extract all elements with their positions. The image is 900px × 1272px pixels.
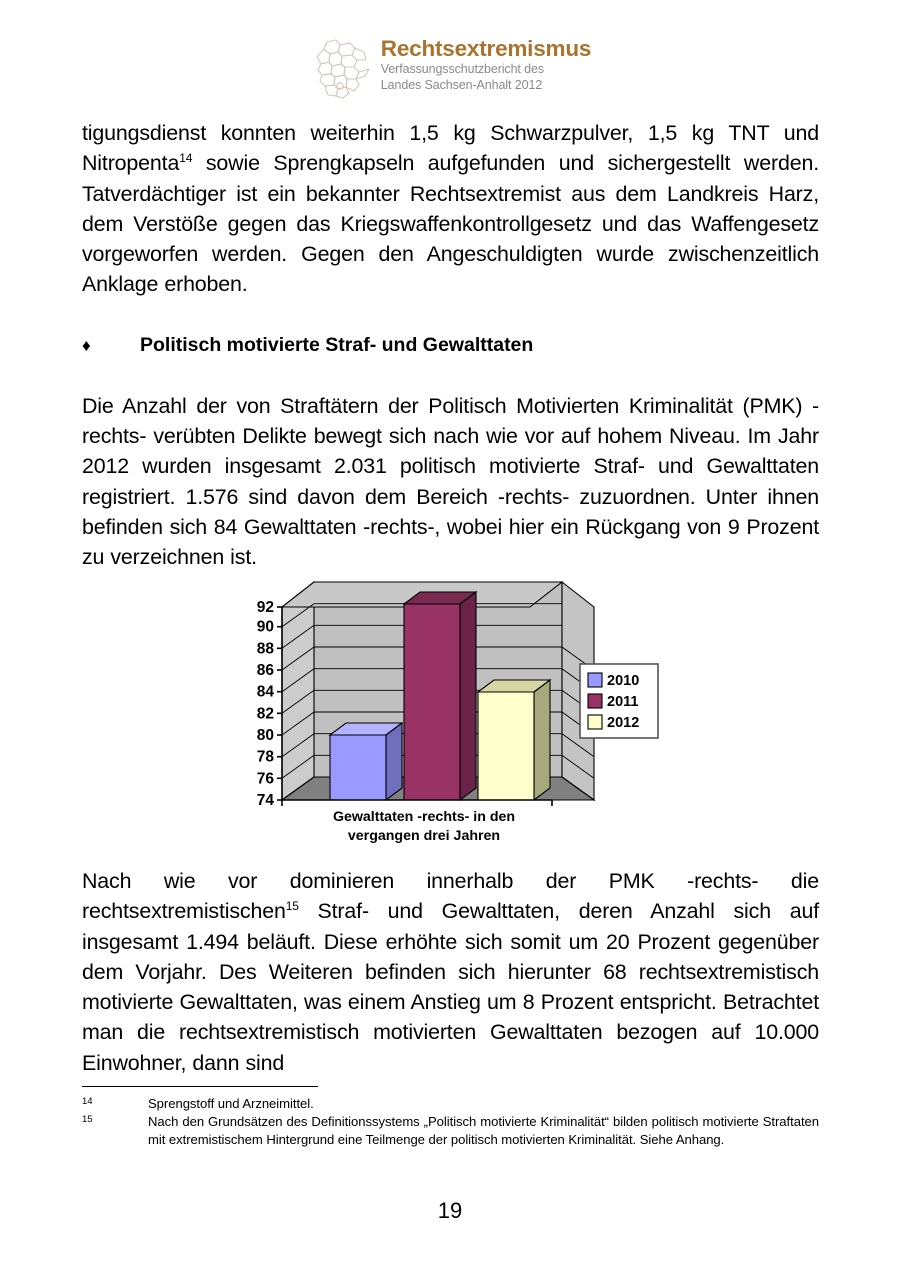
- paragraph3-rest: Straf- und Gewalttaten, deren Anzahl sich auf insgesamt 1.494 beläuft. Diese erhöhte sich somit um 20 Prozent gegenüber dem Vorjahr. Des Weiteren befinden sich hierunter 68 rechtsextremistisch motivierte Gewalttaten, was einem Anstieg um 8 Prozent entspricht. Betrachtet man die rechtsextremistisch motivierten Gewalttaten bezogen auf 10.000 Einwohner, dann sind: [82, 899, 819, 1075]
- footnote-text: Sprengstoff und Arzneimittel.: [148, 1096, 314, 1111]
- legend-label-2011: 2011: [607, 694, 639, 710]
- y-tick-label-86: 86: [256, 662, 274, 679]
- bar-2012-front: [478, 692, 534, 800]
- bar-2012-side: [534, 680, 550, 800]
- y-tick-label-92: 92: [256, 599, 274, 616]
- chart-caption-line1: Gewalttaten -rechts- in den: [332, 809, 516, 825]
- footnote-item: [82, 1095, 819, 1112]
- section-heading-label: Politisch motivierte Straf- und Gewalttaten: [140, 333, 534, 356]
- footnote-item: [82, 1113, 819, 1148]
- paragraph3-text: Nach wie vor dominieren innerhalb der PMK -rechts- die rechtsextremistischen: [82, 869, 819, 924]
- y-tick-label-76: 76: [256, 770, 274, 788]
- bar-2011: [404, 592, 476, 800]
- footnote-area: [82, 1086, 819, 1149]
- sachsen-anhalt-map-logo: [309, 36, 375, 102]
- chart-caption: [294, 808, 554, 846]
- legend-label-2010: 2010: [607, 673, 640, 689]
- footnote-marker-15[interactable]: 15: [285, 899, 299, 914]
- report-subtitle-line1: Verfassungsschutzbericht des: [380, 61, 545, 76]
- footnote-number: 14: [82, 1096, 93, 1107]
- bar-2011-side: [460, 592, 476, 800]
- report-subtitle-line2: Landes Sachsen-Anhalt 2012: [380, 77, 543, 92]
- chart-legend: [580, 664, 658, 738]
- legend-label-2012: 2012: [607, 715, 640, 731]
- y-tick-label-88: 88: [256, 640, 274, 658]
- footnote-text: Nach den Grundsätzen des Definitionssystems „Politisch motivierte Kriminalität“ bilden politisch motivierte Straftaten mit extremistischem Hintergrund eine Teilmenge der politisch motivierten Kriminalität. Siehe Anhang.: [148, 1114, 819, 1147]
- y-axis: [257, 599, 282, 809]
- gewalttaten-rechts-bar-chart: [252, 572, 672, 845]
- legend-swatch-2011: [588, 694, 602, 708]
- paragraph-pmk-statistics: Die Anzahl der von Straftätern der Politisch Motivierten Kriminalität (PMK) -rechts- verübten Delikte bewegt sich nach wie vor auf hohem Niveau. Im Jahr 2012 wurden insgesamt 2.031 politisch motivierte Straf- und Gewalttaten registriert. 1.576 sind davon dem Bereich -rechts- zuzuordnen. Unter ihnen befinden sich 84 Gewalttaten -rechts-, wobei hier ein Rückgang von 9 Prozent zu verzeichnen ist.: [82, 393, 819, 570]
- footnote-marker-14[interactable]: 14: [179, 151, 193, 166]
- footnote-separator-rule: [82, 1086, 318, 1087]
- bar-2010: [330, 723, 402, 800]
- bar-2012: [478, 680, 550, 800]
- bar-2011-front: [404, 604, 460, 800]
- diamond-bullet-icon: ♦: [82, 335, 91, 355]
- paragraph1-rest: sowie Sprengkapseln aufgefunden und sichergestellt werden. Tatverdächtiger ist ein bekannter Rechtsextremist aus dem Landkreis Harz, dem Verstöße gegen das Kriegswaffenkontrollgesetz und das Waffengesetz vorgeworfen werden. Gegen den Angeschuldigten wurde zwischenzeitlich Anklage erhoben.: [82, 151, 819, 297]
- paragraph-pmk-rechtsextremistisch: [82, 866, 819, 1078]
- header-text-block: [381, 32, 591, 93]
- y-tick-label-74: 74: [256, 792, 274, 809]
- footnote-number: 15: [82, 1114, 93, 1126]
- spacer-before-heading: [82, 300, 819, 334]
- chart-svg: [252, 572, 672, 834]
- x-axis: [282, 800, 552, 806]
- chart-caption-line2: vergangen drei Jahren: [347, 828, 501, 845]
- y-tick-label-78: 78: [256, 748, 274, 766]
- page-number: 19: [437, 1198, 463, 1223]
- report-title: Rechtsextremismus: [380, 36, 592, 61]
- page-content: [82, 118, 819, 572]
- legend-swatch-2012: [588, 715, 602, 729]
- paragraph-continuation: [82, 118, 819, 300]
- page-content-lower: [82, 866, 819, 1078]
- section-heading: [82, 334, 819, 357]
- y-tick-label-90: 90: [256, 618, 274, 636]
- spacer-after-heading: [82, 357, 819, 391]
- paragraph1-text: tigungsdienst konnten weiterhin 1,5 kg Schwarzpulver, 1,5 kg TNT und Nitropenta: [82, 121, 819, 176]
- bar-2010-front: [330, 735, 386, 800]
- y-tick-label-82: 82: [256, 705, 274, 723]
- page-header: [0, 32, 900, 104]
- legend-swatch-2010: [588, 673, 602, 687]
- bar-2010-side: [386, 723, 402, 800]
- y-tick-label-80: 80: [256, 727, 274, 744]
- y-tick-label-84: 84: [256, 683, 274, 701]
